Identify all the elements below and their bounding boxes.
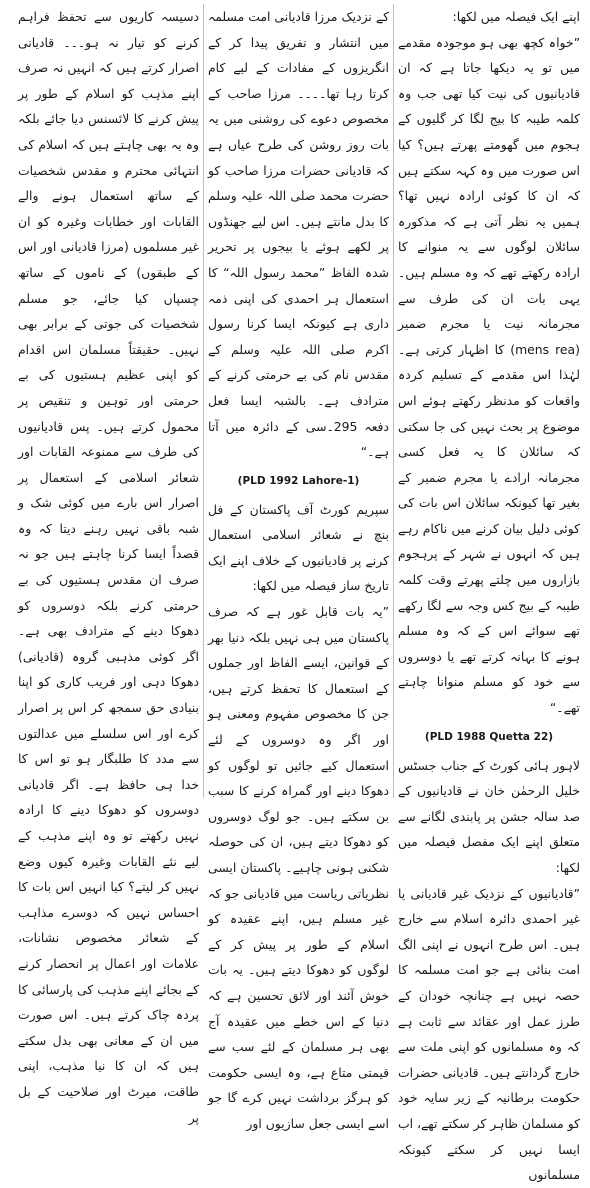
case-citation: (PLD 1992 Lahore-1)	[237, 474, 360, 487]
quoted-judgment: ”خواہ کچھ بھی ہو موجودہ مقدمے میں تو یہ دیکھا جاتا ہے کہ ان قادیانیوں کی نیت کیا تھی جب وہ کلمہ طیبہ کا بیج لگا کر گلیوں کے ہجوم میں گھومتے پھرتے ہیں؟ کیا اس صورت میں وہ کہہ سکتے ہیں کہ ان کا کوئی ارادہ نہیں تھا؟ ہمیں یہ نظر آتی ہے کہ مذکورہ سائلان لوگوں سے یہ منوانے کا ارادہ رکھتے تھے کہ وہ مسلم ہیں۔ یہی بات ان کی طرف سے مجرمانہ نیت یا مجرم ضمیر (mens rea) کا اظہار کرتی ہے۔ لہٰذا اس مقدمے کے تسلیم کردہ واقعات کو مدنظر رکھتے ہوئے اس موضوع پر بحث نہیں کی جا سکتی کہ سائلان کا یہ فعل کسی مجرمانہ ارادے یا مجرم ضمیر کے بغیر تھا کیونکہ سائلان اس بات کی کوئی دلیل بیان کرنے میں ناکام رہے ہیں کہ انہوں نے شہر کے پرہجوم بازاروں میں چلتے پھرتے وقت کلمہ طیبہ کے بیج کس وجہ سے لگا رکھے تھے سوائے اس کے کہ وہ مسلم ہونے کا بہانہ کرتے تھے یا دوسروں سے خود کو مسلم منوانا چاہتے تھے۔“	[398, 34, 580, 716]
quoted-judgment: ”یہ بات قابل غور ہے کہ صرف پاکستان میں ہی نہیں بلکہ دنیا بھر کے قوانین، ایسے الفاظ اور جملوں کے استعمال کا تحفظ کرتے ہیں، جن کا مخصوص مفہوم ومعنی ہو اور اگر وہ دوسروں کے لئے استعمال کیے جائیں تو لوگوں کو دھوکا دینے اور گمراہ کرنے کا سبب بن سکتے ہیں۔ جو لوگ دوسروں کو دھوکا دیتے ہیں، ان کی حوصلہ شکنی ہونی چاہیے۔ پاکستان ایسی نظریاتی ریاست میں قادیانی جو کہ غیر مسلم ہیں، اپنے عقیدہ کو اسلام کے طور پر پیش کر کے لوگوں کو دھوکا دیتے ہیں۔ یہ بات خوش آئند اور لائق تحسین ہے کہ دنیا کے اس خطے میں عقیدہ آج بھی ہر مسلمان کے لئے سب سے قیمتی متاع ہے، وہ ایسی حکومت کو ہرگز برداشت نہیں کرے گا جو اسے ایسی جعل سازیوں اور	[208, 604, 389, 1131]
column-middle	[204, 4, 394, 1131]
text-block: سپریم کورٹ آف پاکستان کے فل بنچ نے شعائر اسلامی استعمال کرنے پر قادیانیوں کے خلاف اپنے ایک تاریخ ساز فیصلہ میں لکھا:	[208, 501, 389, 594]
text-block: لاہور ہائی کورٹ کے جناب جسٹس خلیل الرحمٰن خان نے قادیانیوں کے صد سالہ جشن پر پابندی لگانے سے متعلق اپنے ایک مفصل فیصلہ میں لکھا:	[398, 757, 580, 875]
case-citation: (PLD 1988 Quetta 22)	[424, 730, 554, 743]
text-block: اپنے ایک فیصلہ میں لکھا:	[452, 9, 580, 24]
quoted-judgment: دسیسہ کاریوں سے تحفظ فراہم کرنے کو تیار نہ ہو۔۔۔ قادیانی اصرار کرتے ہیں کہ انہیں نہ صرف اپنے مذہب کو اسلام کے طور پر پیش کرنے کا لائسنس دیا جائے بلکہ وہ یہ بھی چاہتے ہیں کہ اسلام کی انتہائی محترم و مقدس شخصیات کے ساتھ استعمال ہونے والے القابات اور خطابات وغیرہ کو ان غیر مسلموں (مرزا قادیانی اور اس کے طبقوں) کے ناموں کے ساتھ چسپاں کیا جائے، جو مسلم شخصیات کی جوتی کے برابر بھی نہیں۔ حقیقتاً مسلمان اس اقدام کو اپنی عظیم ہستیوں کی بے حرمتی اور توہین و تنقیص پر محمول کرتے ہیں۔ پس قادیانیوں کی طرف سے ممنوعہ القابات اور شعائر اسلامی کے استعمال پر اصرار اس بارے میں کوئی شک و شبہ باقی نہیں رہنے دیتا کہ وہ قصداً ایسا کرنا چاہتے ہیں جو نہ صرف ان مقدس ہستیوں کی بے حرمتی کرنے بلکہ دوسروں کو دھوکا دینے کے مترادف بھی ہے۔ اگر کوئی مذہبی گروہ (قادیانی) دھوکا دہی اور فریب کاری کو اپنا بنیادی حق سمجھ کر اس پر اصرار کرے اور اس سلسلے میں عدالتوں سے مدد کا طلبگار ہو تو اس کا خدا ہی حافظ ہے۔ اگر قادیانی دوسروں کو دھوکا دینے کا ارادہ نہیں رکھتے تو وہ اپنے مذہب کے لیے نئے القابات وغیرہ کیوں وضع نہیں کر لیتے؟ کیا انہیں اس بات کا احساس نہیں کہ دوسرے مذاہب کے شعائر مخصوص نشانات، علامات اور اعمال پر انحصار کرنے کے بجائے اپنے مذہب کی پارسائی کا پردہ چاک کرتے ہیں۔ اس صورت میں ان کے معانی بھی بدل سکتے ہیں کہ ان کا نیا مذہب، اپنی طاقت، میرٹ اور صلاحیت کے بل پر	[18, 9, 199, 1125]
column-right	[394, 4, 584, 1183]
quoted-judgment: کے نزدیک مرزا قادیانی امت مسلمہ میں انتشار و تفریق پیدا کر کے انگریزوں کے مفادات کے لیے کام کرتا رہا تھا۔۔۔۔ مرزا صاحب کے مخصوص دعوے کی روشنی میں یہ بات روز روشن کی طرح عیاں ہے کہ قادیانی حضرات مرزا صاحب کو حضرت محمد صلی اللہ علیہ وسلم کا بدل مانتے ہیں۔ اس لیے جھنڈوں پر لکھے ہوئے یا بیجوں پر تحریر شدہ الفاظ ”محمد رسول اللہ“ کا استعمال ہر احمدی کی اپنی ذمہ داری ہے کیونکہ ایسا کرنا رسول اکرم صلی اللہ علیہ وسلم کے مقدس نام کی بے حرمتی کرنے کے مترادف ہے۔ بالشبہ ایسا فعل دفعہ 295۔سی کے دائرہ میں آتا ہے۔“	[208, 9, 389, 460]
column-left	[14, 4, 204, 1125]
quoted-judgment: ”قادیانیوں کے نزدیک غیر قادیانی یا غیر احمدی دائرہ اسلام سے خارج ہیں۔ اس طرح انہوں نے اپنی الگ امت بنائی ہے جو امت مسلمہ کا حصہ نہیں ہے چنانچہ خودان کے طرز عمل اور عقائد سے ثابت ہے کہ وہ مسلمانوں کو اپنی ملت سے خارج گردانتے ہیں۔ قادیانی حضرات حکومت برطانیہ کے زیر سایہ خود کو مسلمان ظاہر کر سکتے تھے، اب ایسا نہیں کر سکتے کیونکہ مسلمانوں	[398, 885, 580, 1183]
